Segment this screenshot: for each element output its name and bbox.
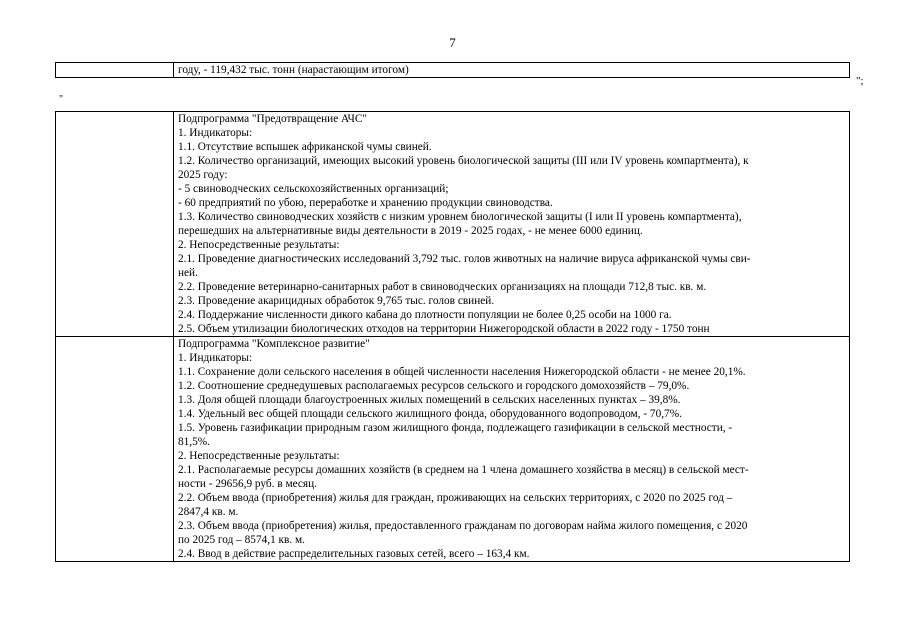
text-line: 2.1. Проведение диагностических исследований 3,792 тыс. голов животных на наличие вируса африканской чумы сви- bbox=[178, 253, 751, 265]
text-line: перешедших на альтернативные виды деятельности в 2019 - 2025 годах, - не менее 6000 единиц. bbox=[178, 225, 643, 237]
text-line: 1.1. Отсутствие вспышек африканской чумы свиней. bbox=[178, 141, 432, 153]
text-line: 1.5. Уровень газификации природным газом жилищного фонда, подлежащего газификации в сельской местности, - bbox=[178, 422, 733, 434]
table-row bbox=[56, 63, 850, 78]
text-line: по 2025 год – 8574,1 кв. м. bbox=[178, 534, 305, 546]
table-row bbox=[56, 337, 850, 562]
text-line: Подпрограмма "Предотвращение АЧС" bbox=[178, 113, 367, 125]
text-line: 1.4. Удельный вес общей площади сельского жилищного фонда, оборудованного водопроводом, - 70,7%. bbox=[178, 408, 682, 420]
text-line: 2.2. Объем ввода (приобретения) жилья для граждан, проживающих на сельских территориях, с 2020 по 2025 год – bbox=[178, 492, 733, 504]
text-line: 1.3. Доля общей площади благоустроенных жилых помещений в сельских населенных пунктах – 39,8%. bbox=[178, 394, 681, 406]
text-line: Подпрограмма "Комплексное развитие" bbox=[178, 338, 370, 350]
left-cell bbox=[56, 63, 174, 78]
table-row bbox=[56, 112, 850, 337]
text-line: ности - 29656,9 руб. в месяц. bbox=[178, 478, 317, 490]
text-line: 2025 году: bbox=[178, 169, 228, 181]
text-line: 1.1. Сохранение доли сельского населения в общей численности населения Нижегородской области - не менее 20,1%. bbox=[178, 366, 746, 378]
section-prevention-asf bbox=[174, 112, 850, 337]
text-line: 1.3. Количество свиноводческих хозяйств с низким уровнем биологической защиты (I или II уровень компартмента), bbox=[178, 211, 742, 223]
top-row-text: году, - 119,432 тыс. тонн (нарастающим итогом) bbox=[174, 63, 850, 78]
left-cell bbox=[56, 337, 174, 562]
left-cell bbox=[56, 112, 174, 337]
main-table bbox=[55, 111, 850, 562]
text-line: 1.2. Соотношение среднедушевых располагаемых ресурсов сельского и городского домохозяйств – 79,0%. bbox=[178, 380, 690, 392]
text-line: 2.2. Проведение ветеринарно-санитарных работ в свиноводческих организациях на площади 712,8 тыс. кв. м. bbox=[178, 281, 707, 293]
text-line: 1. Индикаторы: bbox=[178, 352, 253, 364]
text-line: 2.1. Располагаемые ресурсы домашних хозяйств (в среднем на 1 члена домашнего хозяйства в месяц) в сельской мест- bbox=[178, 464, 749, 476]
opening-quote: " bbox=[59, 94, 64, 105]
text-line: 2. Непосредственные результаты: bbox=[178, 239, 340, 251]
closing-quote: "; bbox=[856, 75, 864, 87]
text-line: 2.4. Поддержание численности дикого кабана до плотности популяции не более 0,25 особи на 1000 га. bbox=[178, 309, 672, 321]
top-table bbox=[55, 62, 850, 78]
text-line: ней. bbox=[178, 267, 198, 279]
text-line: 2.5. Объем утилизации биологических отходов на территории Нижегородской области в 2022 году - 1750 тонн bbox=[178, 323, 710, 335]
text-line: 2. Непосредственные результаты: bbox=[178, 450, 340, 462]
text-line: 2847,4 кв. м. bbox=[178, 506, 239, 518]
text-line: 2.3. Объем ввода (приобретения) жилья, предоставленного гражданам по договорам найма жилого помещения, с 2020 bbox=[178, 520, 748, 532]
text-line: 1.2. Количество организаций, имеющих высокий уровень биологической защиты (III или IV уровень компартмента), к bbox=[178, 155, 749, 167]
text-line: 1. Индикаторы: bbox=[178, 127, 253, 139]
text-line: - 60 предприятий по убою, переработке и хранению продукции свиноводства. bbox=[178, 197, 553, 209]
text-line: 2.4. Ввод в действие распределительных газовых сетей, всего – 163,4 км. bbox=[178, 548, 530, 560]
section-complex-development bbox=[174, 337, 850, 562]
text-line: 81,5%. bbox=[178, 436, 211, 448]
text-line: - 5 свиноводческих сельскохозяйственных организаций; bbox=[178, 183, 449, 195]
text-line: 2.3. Проведение акарицидных обработок 9,765 тыс. голов свиней. bbox=[178, 295, 495, 307]
page-number: 7 bbox=[449, 35, 456, 50]
